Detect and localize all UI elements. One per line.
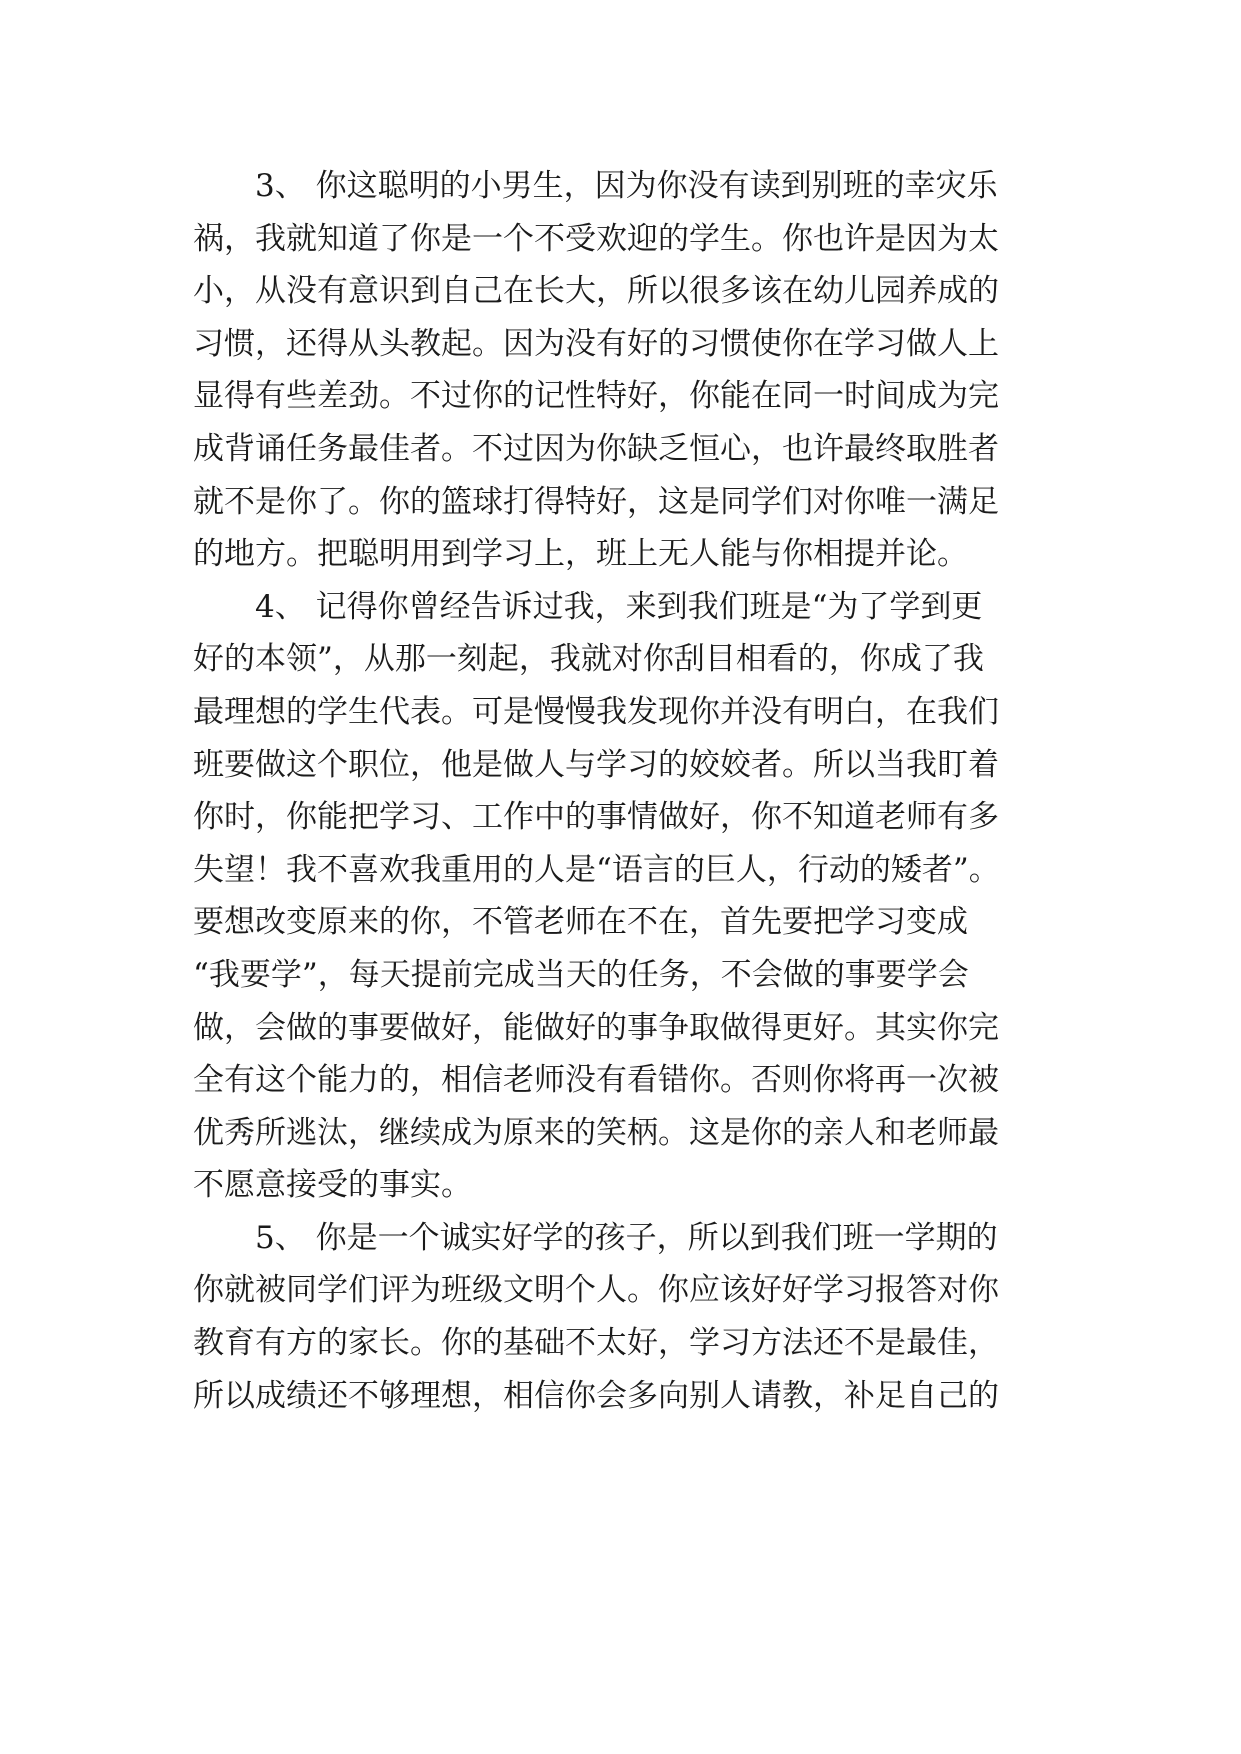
text-line: 不愿意接受的事实。 (193, 1167, 472, 1204)
text-line: 教育有方的家长。你的基础不太好，学习方法还不是最佳， (193, 1325, 999, 1362)
text-line: 成背诵任务最佳者。不过因为你缺乏恒心，也许最终取胜者 (193, 430, 999, 467)
text-line: 好的本领”，从那一刻起，我就对你刮目相看的，你成了我 (193, 641, 984, 678)
paragraph-first-line: 5、 你是一个诚实好学的孩子，所以到我们班一学期的 (255, 1219, 998, 1256)
text-line: 优秀所逃汰，继续成为原来的笑柄。这是你的亲人和老师最 (193, 1114, 999, 1151)
text-line: “我要学”，每天提前完成当天的任务，不会做的事要学会 (193, 956, 969, 993)
text-line: 做，会做的事要做好，能做好的事争取做得更好。其实你完 (193, 1009, 999, 1046)
text-line: 你就被同学们评为班级文明个人。你应该好好学习报答对你 (193, 1272, 999, 1309)
paragraph-first-line: 4、 记得你曾经告诉过我，来到我们班是“为了学到更 (255, 588, 983, 625)
text-line: 就不是你了。你的篮球打得特好，这是同学们对你唯一满足 (193, 483, 999, 520)
text-line: 的地方。把聪明用到学习上，班上无人能与你相提并论。 (193, 536, 968, 573)
text-line: 失望！我不喜欢我重用的人是“语言的巨人，行动的矮者”。 (193, 851, 1000, 888)
text-line: 祸，我就知道了你是一个不受欢迎的学生。你也许是因为太 (193, 220, 999, 257)
text-line: 要想改变原来的你，不管老师在不在，首先要把学习变成 (193, 904, 968, 941)
text-line: 所以成绩还不够理想，相信你会多向别人请教，补足自己的 (193, 1377, 999, 1414)
document-body (193, 160, 1071, 1422)
text-line: 最理想的学生代表。可是慢慢我发现你并没有明白，在我们 (193, 693, 999, 730)
text-line: 习惯，还得从头教起。因为没有好的习惯使你在学习做人上 (193, 325, 999, 362)
paragraph-first-line: 3、 你这聪明的小男生，因为你没有读到别班的幸灾乐 (255, 168, 998, 204)
text-line: 班要做这个职位，他是做人与学习的姣姣者。所以当我盯着 (193, 746, 999, 783)
text-line: 你时，你能把学习、工作中的事情做好，你不知道老师有多 (193, 799, 999, 836)
text-line: 全有这个能力的，相信老师没有看错你。否则你将再一次被 (193, 1062, 999, 1099)
text-line: 显得有些差劲。不过你的记性特好，你能在同一时间成为完 (193, 378, 999, 415)
text-line: 小，从没有意识到自己在长大，所以很多该在幼儿园养成的 (193, 273, 999, 310)
